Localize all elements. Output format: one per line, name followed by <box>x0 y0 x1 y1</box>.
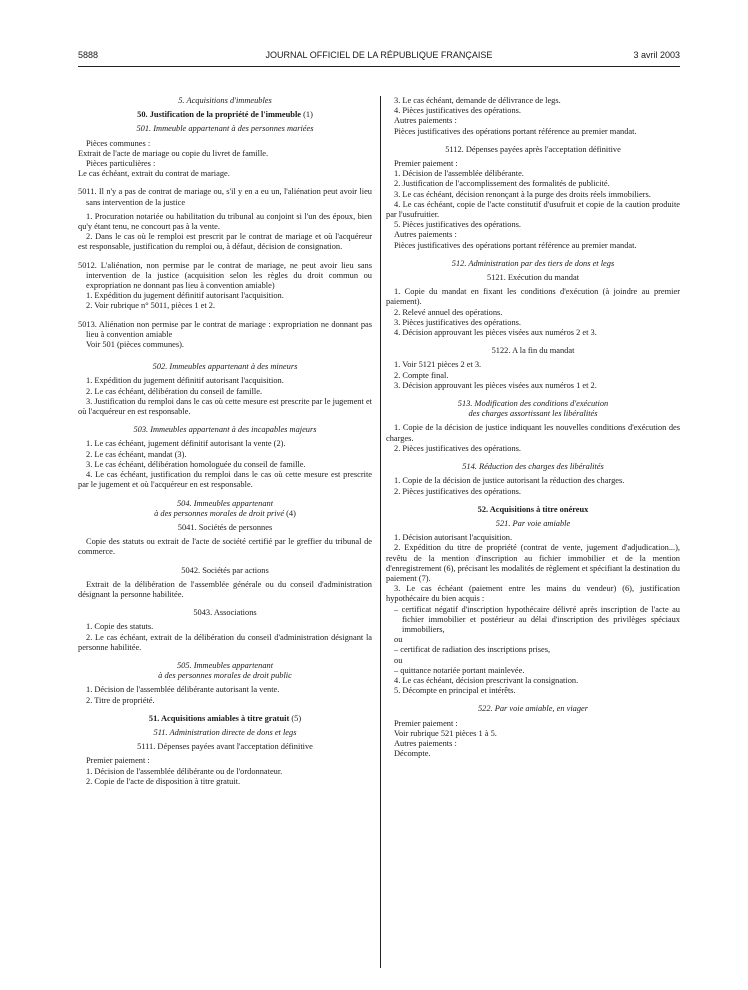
paragraph: 3. Justification du remploi dans le cas où cette mesure est prescrite par le jugement et où l'acquéreur en est responsable. <box>78 396 372 417</box>
heading-514: 514. Réduction des charges des libéralités <box>462 462 604 472</box>
paragraph: ou <box>394 635 403 645</box>
paragraph: 2. Expédition du titre de propriété (contrat de vente, jugement d'adjudication...), revêtu de la mention d'inscription au fichier immobilier et de la mention d'enregistrement (6), précisant les modalités de règlement et spécifiant la destination du paiement (7). <box>386 543 680 583</box>
paragraph: Autres paiements : <box>394 230 457 240</box>
heading-5122: 5122. A la fin du mandat <box>491 346 575 356</box>
heading-5013: 5013. Aliénation non permise par le contrat de mariage : expropriation ne donnant pas lieu à convention amiable <box>78 319 372 339</box>
heading-505-line-2: à des personnes morales de droit public <box>158 671 292 681</box>
heading-504: 504. Immeubles appartenant <box>176 498 274 508</box>
paragraph: Extrait de l'acte de mariage ou copie du livret de famille. <box>78 148 269 158</box>
paragraph: 1. Décision autorisant l'acquisition. <box>394 533 513 543</box>
paragraph: 4. Le cas échéant, justification du remploi dans le cas où cette mesure est prescrite par le jugement et où l'acquéreur en est responsable. <box>78 470 372 490</box>
paragraph: 5. Pièces justificatives des opérations. <box>394 220 521 230</box>
paragraph: 2. Voir rubrique n° 5011, pièces 1 et 2. <box>86 301 216 311</box>
paragraph: Autres paiements : <box>394 116 457 126</box>
paragraph: 2. Relevé annuel des opérations. <box>394 307 503 317</box>
paragraph: 1. Copie de la décision de justice autorisant la réduction des charges. <box>394 476 625 486</box>
paragraph: Premier paiement : <box>394 718 458 728</box>
paragraph: Le cas échéant, extrait du contrat de mariage. <box>78 169 230 179</box>
heading-51-text: 51. Acquisitions amiables à titre gratuit <box>148 713 290 723</box>
right-column <box>386 96 680 759</box>
dash-item: – certificat négatif d'inscription hypothécaire délivré après inscription de l'acte au fichier immobilier et postérieur au délai d'inscription des privilèges spéciaux immobiliers, <box>394 604 680 634</box>
paragraph: 4. Décision approuvant les pièces visées aux numéros 2 et 3. <box>394 328 597 338</box>
paragraph: 3. Le cas échéant, décision renonçant à la purge des droits réels immobiliers. <box>394 189 651 199</box>
running-header <box>78 50 680 64</box>
paragraph: Pièces particulières : <box>86 159 156 169</box>
paragraph: 2. Pièces justificatives des opérations. <box>394 486 521 496</box>
heading-5011: 5011. Il n'y a pas de contrat de mariage ou, s'il y en a eu un, l'aliénation peut avoir lieu sans intervention de la justice <box>78 187 372 207</box>
heading-513-line-2: des charges assortissant les libéralités <box>468 409 598 419</box>
paragraph: 1. Copie du mandat en fixant les conditions d'exécution (à joindre au premier paiement). <box>386 287 680 307</box>
paragraph: Voir rubrique 521 pièces 1 à 5. <box>394 728 497 738</box>
paragraph: Pièces justificatives des opérations portant référence au premier mandat. <box>394 126 637 136</box>
paragraph: 1. Le cas échéant, jugement définitif autorisant la vente (2). <box>86 439 286 449</box>
paragraph: 2. Le cas échéant, délibération du conseil de famille. <box>86 386 263 396</box>
footnote-ref-4: (4) <box>284 508 296 518</box>
paragraph: 2. Dans le cas où le remploi est prescrit par le contrat de mariage et où l'acquéreur est responsable, justification du remploi ou, à défaut, décision de consignation. <box>78 232 372 252</box>
paragraph: 2. Titre de propriété. <box>86 695 155 705</box>
heading-505: 505. Immeubles appartenant <box>176 660 274 670</box>
heading-512: 512. Administration par des tiers de dons et legs <box>451 258 615 268</box>
heading-501: 501. Immeuble appartenant à des personnes mariées <box>136 124 314 134</box>
heading-511: 511. Administration directe de dons et legs <box>153 727 297 737</box>
heading-504-line-2 <box>78 509 372 519</box>
paragraph: 2. Compte final. <box>394 370 449 380</box>
footnote-ref-5: (5) <box>289 713 302 723</box>
heading-5112: 5112. Dépenses payées après l'acceptation définitive <box>445 144 621 154</box>
paragraph: 1. Expédition du jugement définitif autorisant l'acquisition. <box>86 291 284 301</box>
page-number: 5888 <box>78 50 99 60</box>
left-column <box>78 96 372 787</box>
paragraph: 2. Le cas échéant, extrait de la délibération du conseil d'administration désignant la personne habilitée. <box>78 632 372 652</box>
heading-5111: 5111. Dépenses payées avant l'acceptation définitive <box>137 742 313 752</box>
dash-item: – certificat de radiation des inscriptions prises, <box>394 645 551 655</box>
paragraph: 2. Le cas échéant, mandat (3). <box>86 449 187 459</box>
paragraph: 1. Voir 5121 pièces 2 et 3. <box>394 360 482 370</box>
heading-521: 521. Par voie amiable <box>495 518 571 528</box>
heading-504-text: à des personnes morales de droit privé <box>154 508 285 518</box>
paragraph: 1. Copie des statuts. <box>86 622 154 632</box>
paragraph: 2. Copie de l'acte de disposition à titre gratuit. <box>86 776 241 786</box>
paragraph: 4. Le cas échéant, décision prescrivant la consignation. <box>394 675 579 685</box>
heading-50-text: 50. Justification de la propriété de l'immeuble <box>137 110 301 120</box>
heading-522: 522. Par voie amiable, en viager <box>477 704 588 714</box>
paragraph: 3. Le cas échéant, délibération homologuée du conseil de famille. <box>86 459 306 469</box>
paragraph: 1. Décision de l'assemblée délibérante. <box>394 169 524 179</box>
footnote-ref-1: (1) <box>301 110 313 120</box>
paragraph: 5. Décompte en principal et intérêts. <box>394 686 516 696</box>
paragraph: 3. Le cas échéant, demande de délivrance de legs. <box>394 96 561 105</box>
paragraph: 1. Expédition du jugement définitif autorisant l'acquisition. <box>86 376 284 386</box>
paragraph: Copie des statuts ou extrait de l'acte de société certifié par le greffier du tribunal de commerce. <box>78 537 372 557</box>
heading-513: 513. Modification des conditions d'exécution <box>457 399 609 409</box>
paragraph: 1. Décision de l'assemblée délibérante autorisant la vente. <box>86 685 280 695</box>
heading-5012: 5012. L'aliénation, non permise par le contrat de mariage, ne peut avoir lieu sans intervention de la justice (acquisition selon les règles du droit commun ou expropriation ne donnant pas lieu à convention amiable) <box>78 260 372 291</box>
heading-5042: 5042. Sociétés par actions <box>181 565 269 575</box>
heading-5: 5. Acquisitions d'immeubles <box>178 96 272 105</box>
paragraph: 2. Pièces justificatives des opérations. <box>394 443 521 453</box>
heading-5043: 5043. Associations <box>193 608 257 618</box>
heading-502: 502. Immeubles appartenant à des mineurs <box>152 362 298 372</box>
paragraph: 3. Le cas échéant (paiement entre les mains du vendeur) (6), justification hypothécaire du bien acquis : <box>386 584 680 604</box>
heading-5121: 5121. Exécution du mandat <box>486 273 580 283</box>
journal-title: JOURNAL OFFICIEL DE LA RÉPUBLIQUE FRANÇAISE <box>265 50 493 60</box>
paragraph: Premier paiement : <box>394 159 458 169</box>
paragraph: Autres paiements : <box>394 738 457 748</box>
heading-503: 503. Immeubles appartenant à des incapables majeurs <box>133 425 317 435</box>
paragraph: 1. Décision de l'assemblée délibérante ou de l'ordonnateur. <box>86 766 283 776</box>
paragraph: 3. Pièces justificatives des opérations. <box>394 317 521 327</box>
dash-item: – quittance notariée portant mainlevée. <box>394 665 525 675</box>
heading-50 <box>78 110 372 120</box>
paragraph: Pièces justificatives des opérations portant référence au premier mandat. <box>394 240 637 250</box>
paragraph: Décompte. <box>394 749 431 759</box>
paragraph: ou <box>394 655 403 665</box>
paragraph: 3. Décision approuvant les pièces visées aux numéros 1 et 2. <box>394 380 597 390</box>
publication-date: 3 avril 2003 <box>633 50 680 60</box>
heading-51 <box>78 714 372 724</box>
paragraph: 1. Procuration notariée ou habilitation du tribunal au conjoint si l'un des époux, bien qu'y étant tenu, ne concourt pas à la vente. <box>78 211 372 232</box>
paragraph: 1. Copie de la décision de justice indiquant les nouvelles conditions d'exécution des charges. <box>386 423 680 443</box>
column-divider <box>380 96 381 968</box>
paragraph: Extrait de la délibération de l'assemblée générale ou du conseil d'administration désignant la personne habilitée. <box>78 579 372 599</box>
paragraph: 4. Le cas échéant, copie de l'acte constitutif d'usufruit et copie de la caution produite par l'usufruitier. <box>386 199 680 220</box>
paragraph: Premier paiement : <box>86 756 150 766</box>
heading-5041: 5041. Sociétés de personnes <box>177 522 273 532</box>
paragraph: Voir 501 (pièces communes). <box>86 340 184 350</box>
paragraph: 2. Justification de l'accomplissement des formalités de publicité. <box>394 179 610 189</box>
paragraph: Pièces communes : <box>86 138 151 148</box>
header-rule <box>78 66 680 67</box>
paragraph: 4. Pièces justificatives des opérations. <box>394 106 521 116</box>
heading-52: 52. Acquisitions à titre onéreux <box>477 504 589 514</box>
